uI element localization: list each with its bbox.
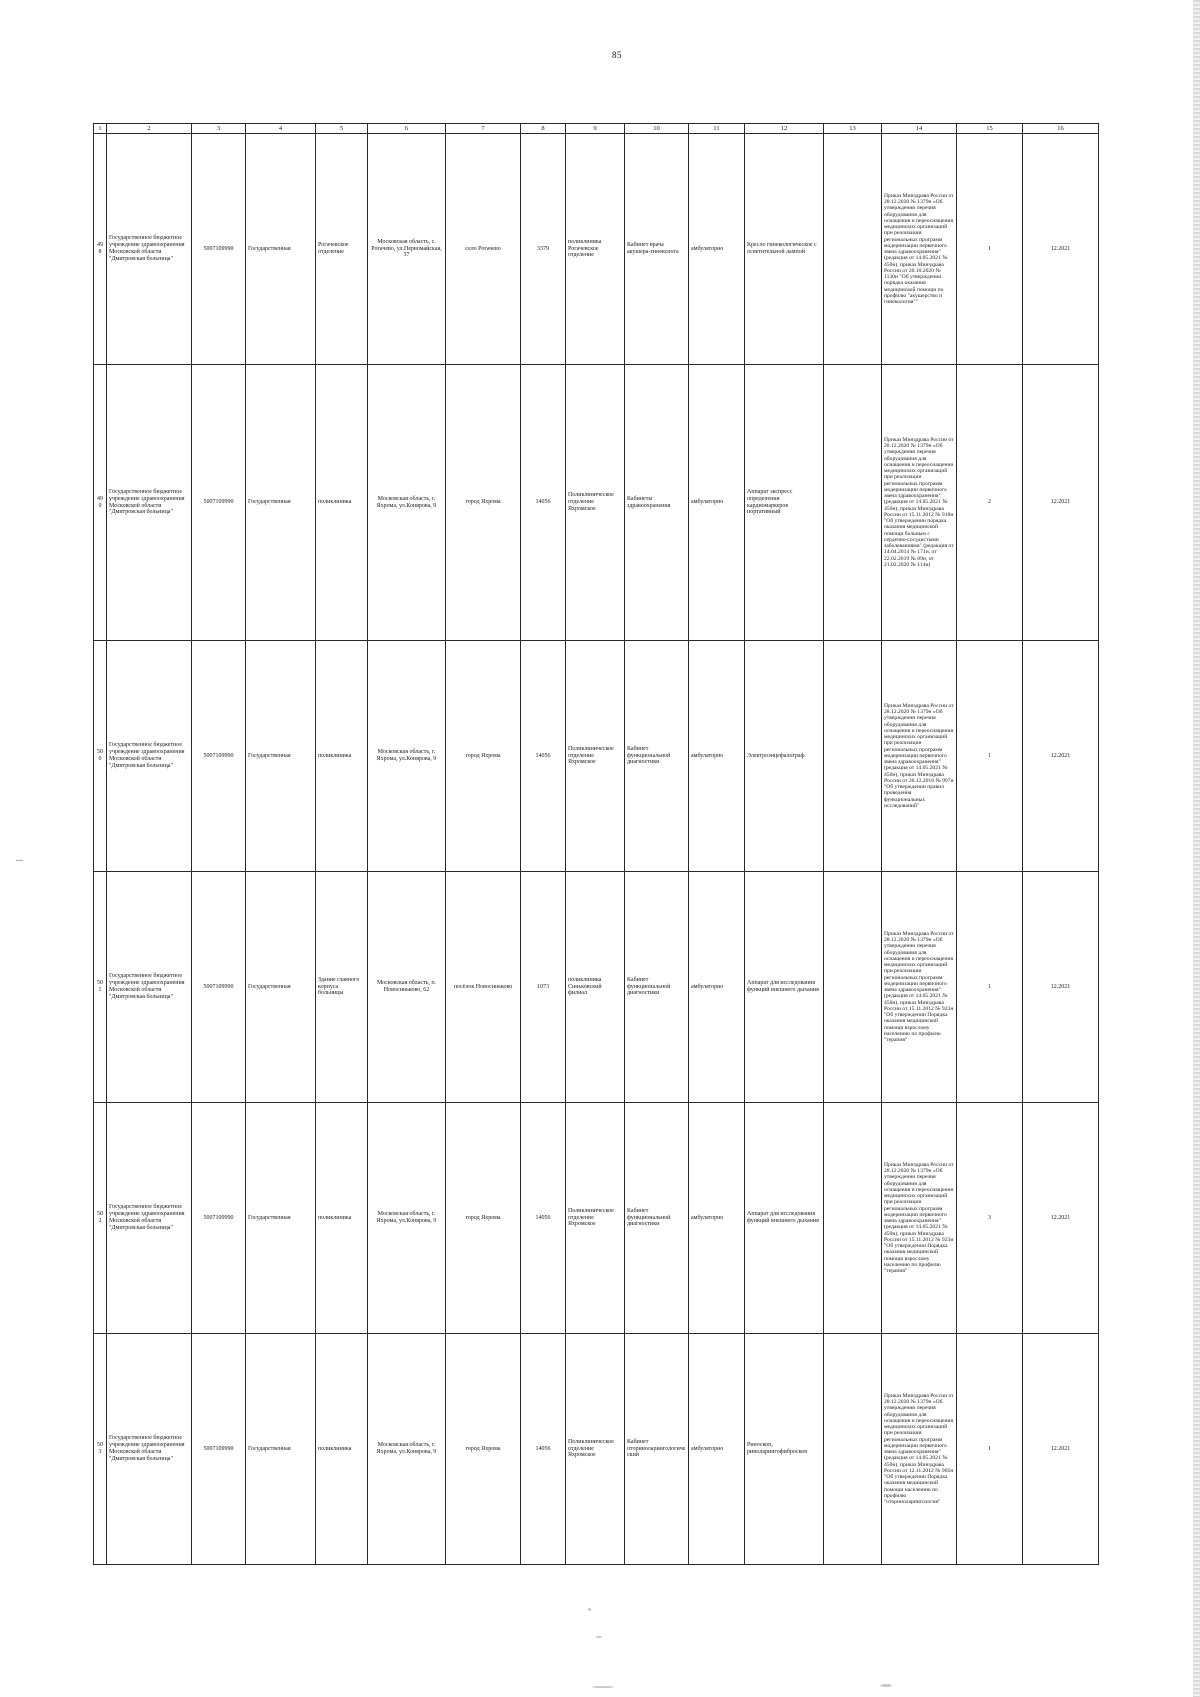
equipment-name: Аппарат для исследования функций внешнего дыхания — [745, 872, 824, 1103]
inn: 5007109990 — [192, 134, 246, 365]
ownership-form: Государственная — [246, 872, 316, 1103]
equipment-name: Риноскоп, риноларингофиброскоп — [745, 1334, 824, 1565]
population: 3379 — [521, 134, 566, 365]
column-number: 8 — [521, 124, 566, 134]
address: Московская область, г. Яхрома, ул.Конярова, 9 — [368, 1103, 446, 1334]
ownership-form: Государственная — [246, 134, 316, 365]
column-13-cell — [824, 1103, 882, 1334]
column-number: 6 — [368, 124, 446, 134]
locality: город Яхрома — [446, 1103, 521, 1334]
column-number: 13 — [824, 124, 882, 134]
equipment-register-table — [93, 123, 1099, 1565]
scan-speck — [880, 1684, 892, 1687]
table-row — [94, 872, 1099, 1103]
row-number: 503 — [94, 1334, 107, 1565]
column-number: 5 — [316, 124, 368, 134]
quantity: 1 — [957, 1334, 1023, 1565]
locality: город Яхрома — [446, 365, 521, 641]
legal-basis: Приказ Минздрава России от 28.12.2020 № 1379н «Об утверждении перечня оборудования для оснащения и переоснащения медицинских организаций при реализации региональных программ модернизации первичного звена здравоохранения"(редакция от 14.05.2021 № 450н), приказ Минздрава России от 26.12.2016 № 997н "Об утверждении правил проведения функциональных исследований" — [882, 641, 957, 872]
page-number: 85 — [612, 50, 622, 60]
quantity: 3 — [957, 1103, 1023, 1334]
locality: село Рогачево — [446, 134, 521, 365]
table-row — [94, 641, 1099, 872]
care-type: амбулаторно — [689, 1103, 745, 1334]
legal-basis: Приказ Минздрава России от 28.12.2020 № 1379н «Об утверждении перечня оборудования для оснащения и переоснащения медицинских организаций при реализации региональных программ модернизации первичного звена здравоохранения"(редакция от 14.05.2021 № 450н), приказ Минздрава России от 15.11.2012 № 923н "Об утверждении Порядка оказания медицинской помощи взрослому населению по профилю "терапия" — [882, 872, 957, 1103]
care-type: амбулаторно — [689, 134, 745, 365]
legal-basis: Приказ Минздрава России от 28.12.2020 № 1379н «Об утверждении перечня оборудования для оснащения и переоснащения медицинских организаций при реализации региональных программ модернизации первичного звена здравоохранения"(редакция от 14.05.2021 № 450н), приказ Минздрава России от 15.11.2012 № 918н "Об утверждении порядка оказания медицинской помощи больным с сердечно-сосудистыми заболеваниями" (редакция от 14.04.2014 № 171н, от 22.02.2019 № 89н, от 21.02.2020 № 114н) — [882, 365, 957, 641]
row-number: 498 — [94, 134, 107, 365]
inn: 5007109990 — [192, 1334, 246, 1565]
delivery-date: 12.2021 — [1023, 1334, 1099, 1565]
department: поликлиника Синьковский филиал — [566, 872, 625, 1103]
room: Кабинет функциональной диагностики — [625, 1103, 689, 1334]
scan-edge-strip — [1193, 0, 1200, 1697]
population: 14056 — [521, 1334, 566, 1565]
inn: 5007109990 — [192, 365, 246, 641]
population: 14056 — [521, 365, 566, 641]
table-row — [94, 365, 1099, 641]
table-row — [94, 1103, 1099, 1334]
locality: город Яхрома — [446, 641, 521, 872]
quantity: 1 — [957, 641, 1023, 872]
table-body — [94, 124, 1099, 1565]
quantity: 1 — [957, 872, 1023, 1103]
care-type: амбулаторно — [689, 1334, 745, 1565]
scan-speck — [588, 1608, 591, 1611]
delivery-date: 12.2021 — [1023, 872, 1099, 1103]
department: Поликлиническое отделение Яхромское — [566, 365, 625, 641]
scan-speck — [592, 1686, 614, 1688]
table-row — [94, 1334, 1099, 1565]
equipment-name: Аппарат экспресс определения кардиомаркеров портативный — [745, 365, 824, 641]
department: Поликлиническое отделение Яхромское — [566, 1334, 625, 1565]
delivery-date: 12.2021 — [1023, 134, 1099, 365]
address: Московская область, с. Рогачево, ул.Первомайская, 37 — [368, 134, 446, 365]
delivery-date: 12.2021 — [1023, 1103, 1099, 1334]
column-number: 9 — [566, 124, 625, 134]
row-number: 500 — [94, 641, 107, 872]
equipment-name: Кресло гинекологическое с осветительной лампой — [745, 134, 824, 365]
subdivision: поликлиника — [316, 1103, 368, 1334]
column-number: 10 — [625, 124, 689, 134]
organization-name: Государственное бюджетное учреждение здравоохранения Московской области "Дмитровская больница" — [107, 365, 192, 641]
scan-margin-mark — [16, 860, 23, 861]
organization-name: Государственное бюджетное учреждение здравоохранения Московской области "Дмитровская больница" — [107, 641, 192, 872]
subdivision: поликлиника — [316, 641, 368, 872]
delivery-date: 12.2021 — [1023, 641, 1099, 872]
table-row — [94, 134, 1099, 365]
population: 14056 — [521, 641, 566, 872]
scan-speck — [596, 1636, 602, 1638]
row-number: 502 — [94, 1103, 107, 1334]
subdivision: поликлиника — [316, 1334, 368, 1565]
column-13-cell — [824, 365, 882, 641]
locality: посёлок Новосиньково — [446, 872, 521, 1103]
column-13-cell — [824, 872, 882, 1103]
address: Московская область, г. Яхрома, ул.Конярова, 9 — [368, 1334, 446, 1565]
department: Поликлиническое отделение Яхромское — [566, 1103, 625, 1334]
room: Кабинет функциональной диагностики — [625, 872, 689, 1103]
organization-name: Государственное бюджетное учреждение здравоохранения Московской области "Дмитровская больница" — [107, 1334, 192, 1565]
ownership-form: Государственная — [246, 365, 316, 641]
delivery-date: 12.2021 — [1023, 365, 1099, 641]
column-number: 2 — [107, 124, 192, 134]
subdivision: Рогачевское отделение — [316, 134, 368, 365]
column-number: 3 — [192, 124, 246, 134]
room: Кабинет оториноларингологический — [625, 1334, 689, 1565]
care-type: амбулаторно — [689, 872, 745, 1103]
department: поликлиника Рогачевское отделение — [566, 134, 625, 365]
equipment-name: Электроэнцефалограф — [745, 641, 824, 872]
room: Кабинет врача акушера-гинеколога — [625, 134, 689, 365]
population: 14056 — [521, 1103, 566, 1334]
row-number: 499 — [94, 365, 107, 641]
column-number: 12 — [745, 124, 824, 134]
room: Кабинет функциональной диагностики — [625, 641, 689, 872]
organization-name: Государственное бюджетное учреждение здравоохранения Московской области "Дмитровская больница" — [107, 1103, 192, 1334]
department: Поликлиническое отделение Яхромское — [566, 641, 625, 872]
inn: 5007109990 — [192, 1103, 246, 1334]
inn: 5007109990 — [192, 872, 246, 1103]
column-number: 1 — [94, 124, 107, 134]
legal-basis: Приказ Минздрава России от 28.12.2020 № 1379н «Об утверждении перечня оборудования для оснащения и переоснащения медицинских организаций при реализации региональных программ модернизации первичного звена здравоохранения"(редакция от 14.05.2021 № 450н), приказ Минздрава России от 15.11.2012 № 923н "Об утверждении Порядка оказания медицинской помощи взрослому населению по профилю "терапия" — [882, 1103, 957, 1334]
column-number: 7 — [446, 124, 521, 134]
column-number: 16 — [1023, 124, 1099, 134]
column-13-cell — [824, 1334, 882, 1565]
column-number: 11 — [689, 124, 745, 134]
column-13-cell — [824, 134, 882, 365]
address: Московская область, п. Новосиньково, 62 — [368, 872, 446, 1103]
subdivision: поликлиника — [316, 365, 368, 641]
inn: 5007109990 — [192, 641, 246, 872]
quantity: 1 — [957, 134, 1023, 365]
legal-basis: Приказ Минздрава России от 28.12.2020 № 1379н «Об утверждении перечня оборудования для оснащения и переоснащения медицинских организаций при реализации региональных программ модернизации первичного звена здравоохранения"(редакция от 14.05.2021 № 450н), приказ Минздрава России от 12.11.2012 № 905н "Об утверждении Порядка оказания медицинской помощи населению по профилю "оториноларингология" — [882, 1334, 957, 1565]
room: Кабинеты здравоохранения — [625, 365, 689, 641]
locality: город Яхрома — [446, 1334, 521, 1565]
subdivision: Здание главного корпуса больницы — [316, 872, 368, 1103]
ownership-form: Государственная — [246, 1103, 316, 1334]
population: 1073 — [521, 872, 566, 1103]
equipment-name: Аппарат для исследования функций внешнего дыхания — [745, 1103, 824, 1334]
column-number: 4 — [246, 124, 316, 134]
row-number: 501 — [94, 872, 107, 1103]
address: Московская область, г. Яхрома, ул.Конярова, 9 — [368, 365, 446, 641]
organization-name: Государственное бюджетное учреждение здравоохранения Московской области "Дмитровская больница" — [107, 134, 192, 365]
quantity: 2 — [957, 365, 1023, 641]
ownership-form: Государственная — [246, 641, 316, 872]
column-number-row — [94, 124, 1099, 134]
legal-basis: Приказ Минздрава России от 28.12.2020 № 1379н «Об утверждении перечня оборудования для оснащения и переоснащения медицинских организаций при реализации региональных программ модернизации первичного звена здравоохранения"(редакция от 14.05.2021 № 450н), приказ Минздрава России от 20.10.2020 № 1130н "Об утверждении порядка оказания медицинской помощи по профилю "акушерство и гинекология"" — [882, 134, 957, 365]
column-number: 15 — [957, 124, 1023, 134]
ownership-form: Государственная — [246, 1334, 316, 1565]
organization-name: Государственное бюджетное учреждение здравоохранения Московской области "Дмитровская больница" — [107, 872, 192, 1103]
care-type: амбулаторно — [689, 641, 745, 872]
column-number: 14 — [882, 124, 957, 134]
care-type: амбулаторно — [689, 365, 745, 641]
column-13-cell — [824, 641, 882, 872]
address: Московская область, г. Яхрома, ул.Конярова, 9 — [368, 641, 446, 872]
